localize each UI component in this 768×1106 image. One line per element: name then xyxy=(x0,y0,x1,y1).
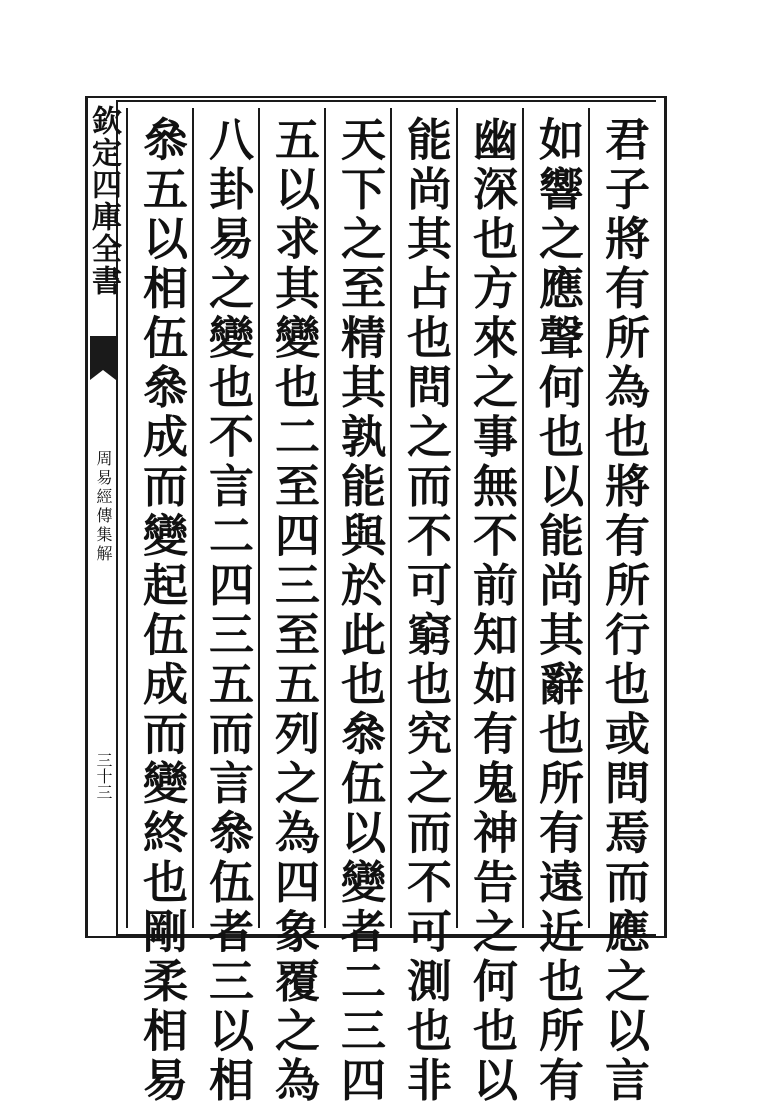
margin-title: 欽定四庫全書 xyxy=(86,105,121,297)
text-column-3 xyxy=(456,108,522,1106)
text-column-5 xyxy=(324,108,390,1106)
column-text: 如響之應聲何也以能尚其辭也所有遠近也所有 xyxy=(531,116,584,1106)
column-text: 天下之至精其孰能與於此也叅伍以變者二三四 xyxy=(333,116,386,1106)
column-text: 八卦易之變也不言二四三五而言叅伍者三以相 xyxy=(201,116,254,1106)
column-text: 君子將有所為也將有所行也或問焉而應之以言 xyxy=(597,116,650,1106)
column-text: 叅五以相伍叅成而變起伍成而變終也剛柔相易 xyxy=(135,116,188,1106)
text-column-8 xyxy=(126,108,192,1106)
text-column-7 xyxy=(192,108,258,1106)
text-column-4 xyxy=(390,108,456,1106)
text-column-6 xyxy=(258,108,324,1106)
column-text: 五以求其變也二至四三至五列之為四象覆之為 xyxy=(267,116,320,1106)
text-column-1 xyxy=(588,108,654,1106)
folio-number: 三十三 xyxy=(94,752,113,800)
column-text: 幽深也方來之事無不前知如有鬼神告之何也以 xyxy=(465,116,518,1106)
book-title: 周易經傳集解 xyxy=(94,450,113,564)
text-column-2 xyxy=(522,108,588,1106)
fish-tail-mark xyxy=(90,336,116,370)
column-text: 能尚其占也問之而不可窮也究之而不可測也非 xyxy=(399,116,452,1106)
